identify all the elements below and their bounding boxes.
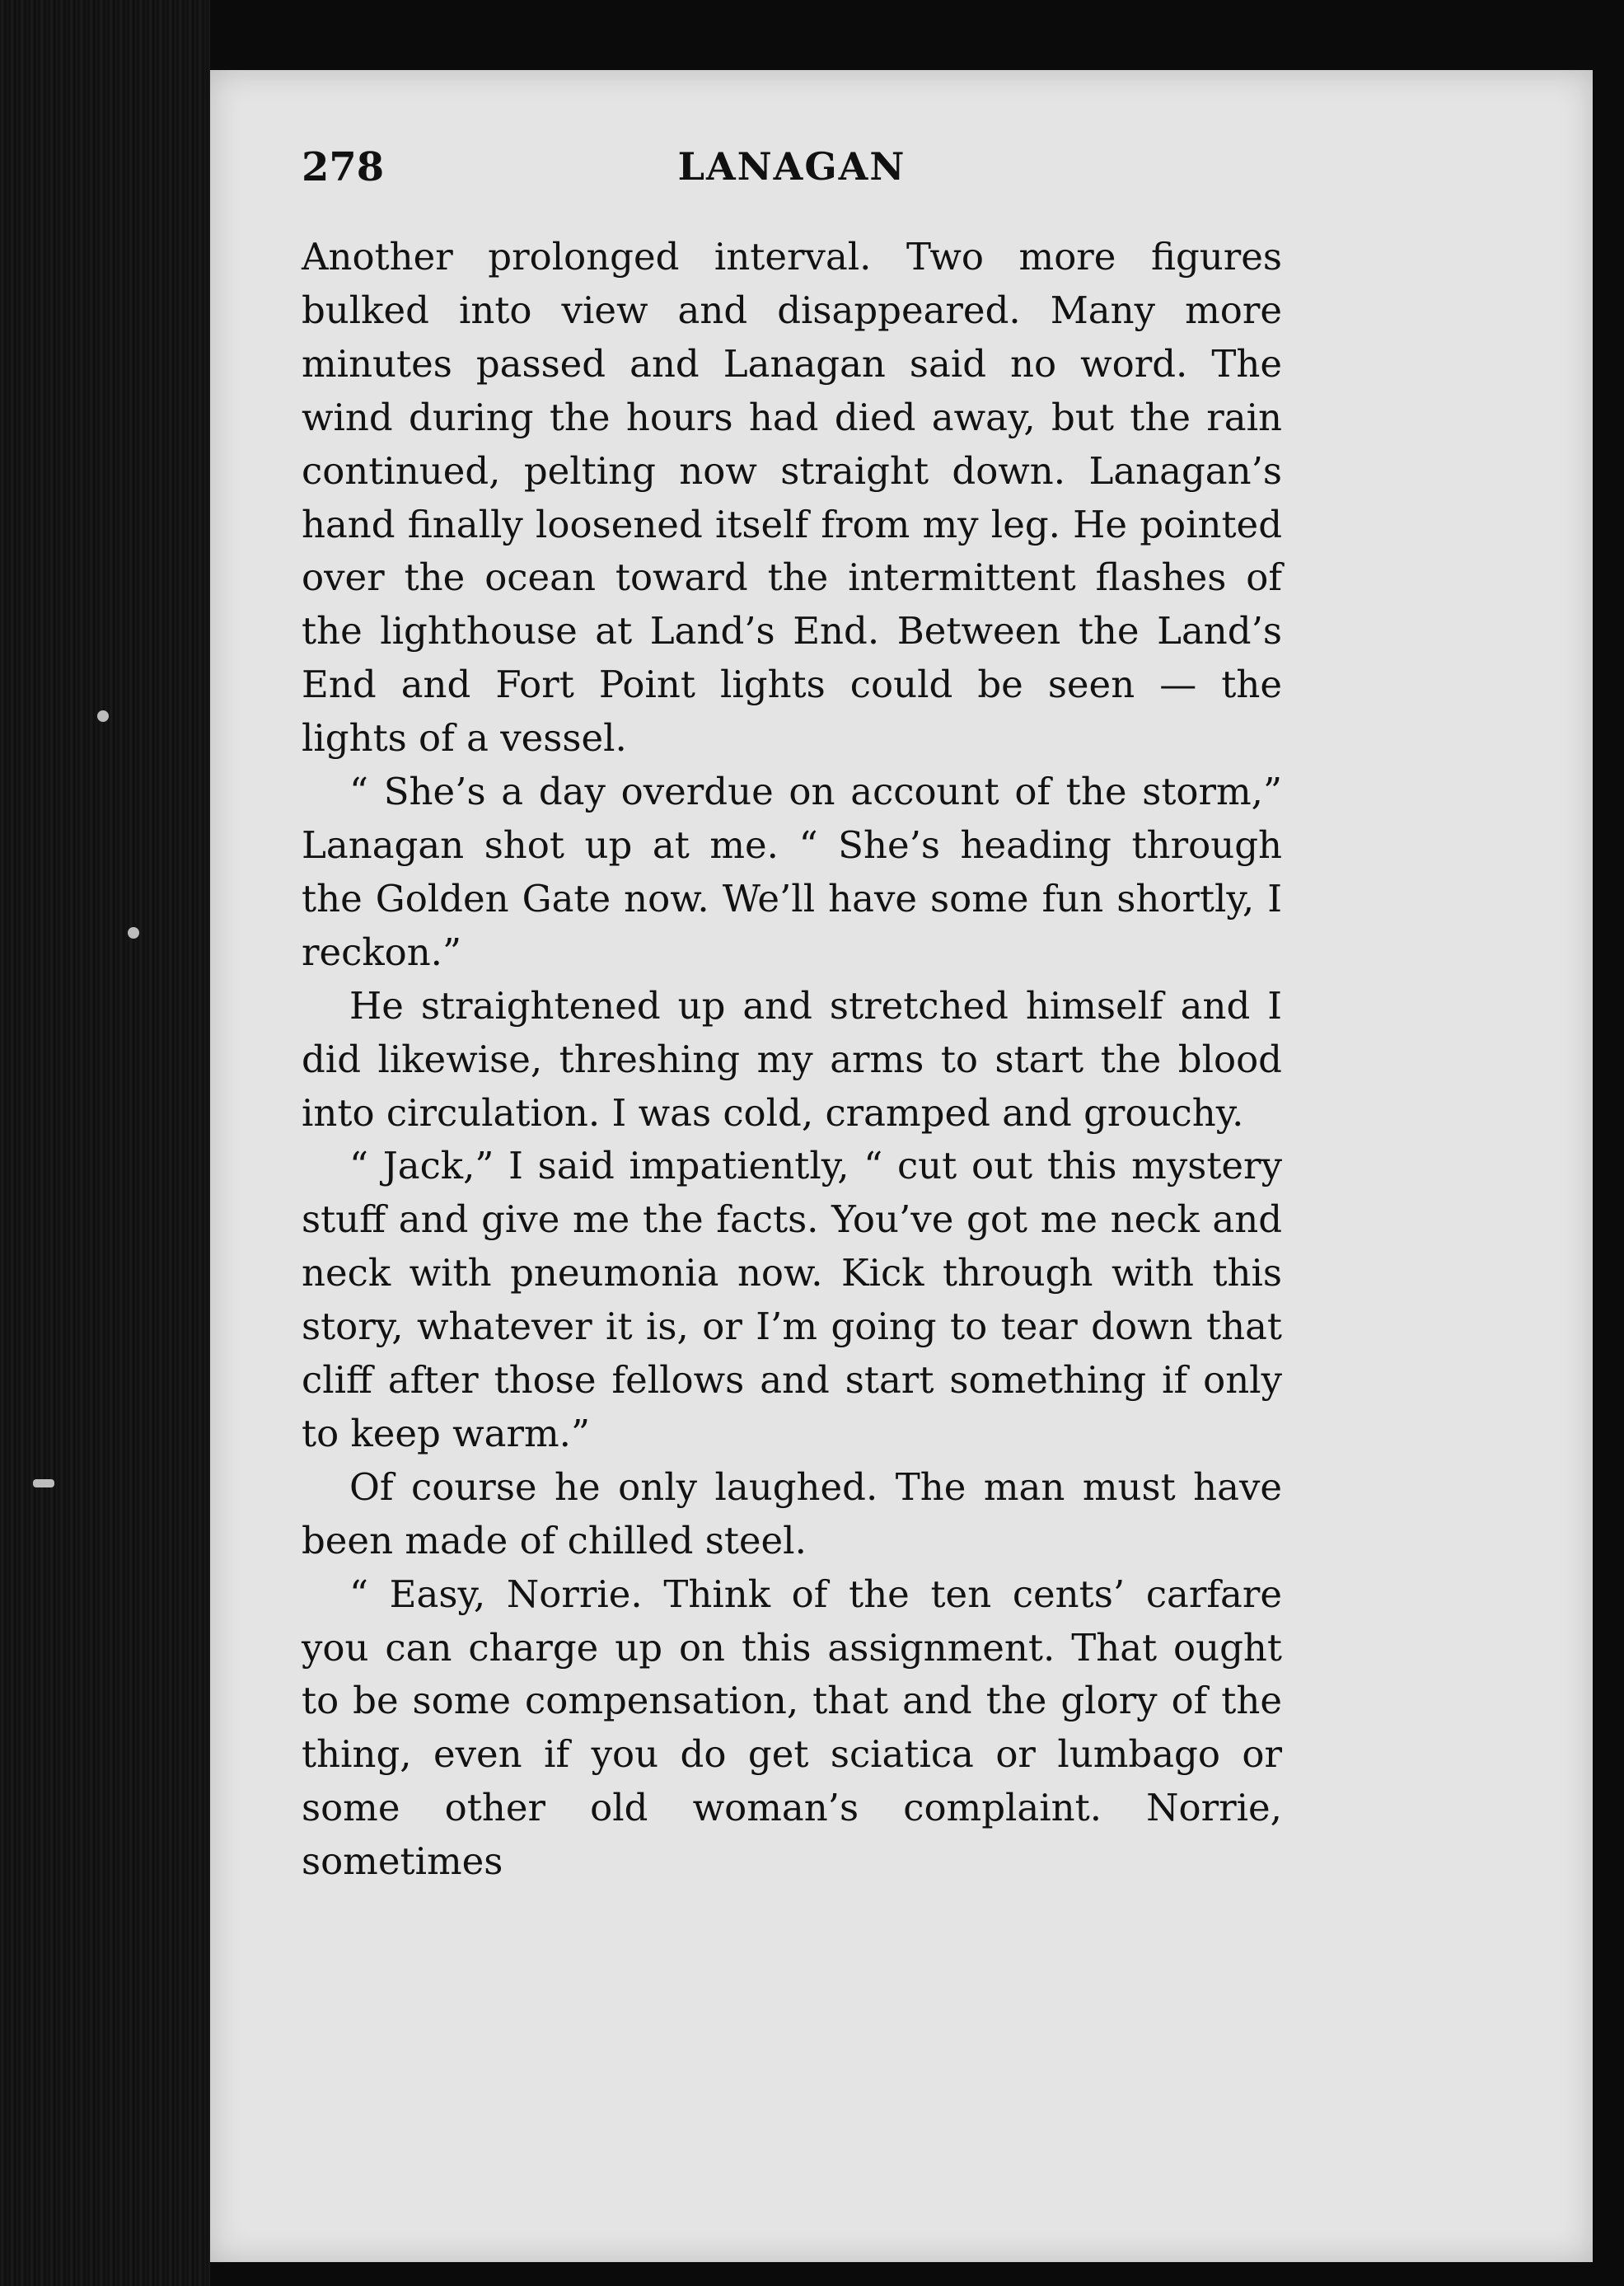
paragraph: “ Easy, Norrie. Think of the ten cents’ carfare you can charge up on this assignment. That ought to be some compensation, that and the glory of the thing, even if you do get sciatica or lumbago or some other old woman’s complaint. Norrie, sometimes <box>302 1572 1282 1884</box>
binding-speck <box>33 1479 54 1487</box>
body-text <box>302 231 1282 1889</box>
book-binding-edge <box>0 0 210 2286</box>
paragraph: Another prolonged interval. Two more figures bulked into view and disappeared. Many more minutes passed and Lanagan said no word. The wind during the hours had died away, but the rain continued, pelting now straight down. Lanagan’s hand finally loosened itself from my leg. He pointed over the ocean toward the intermittent flashes of the lighthouse at Land’s End. Between the Land’s End and Fort Point lights could be seen — the lights of a vessel. <box>302 235 1282 761</box>
paragraph: He straightened up and stretched himself and I did likewise, threshing my arms to start the blood into circulation. I was cold, cramped and grouchy. <box>302 983 1282 1135</box>
page-header <box>302 144 1282 210</box>
paragraph: Of course he only laughed. The man must have been made of chilled steel. <box>302 1464 1282 1562</box>
binding-speck <box>128 927 139 939</box>
paragraph: “ She’s a day overdue on account of the storm,” Lanagan shot up at me. “ She’s heading through the Golden Gate now. We’ll have some fun shortly, I reckon.” <box>302 770 1282 974</box>
paragraph: “ Jack,” I said impatiently, “ cut out this mystery stuff and give me the facts. You’ve got me neck and neck with pneumonia now. Kick through with this story, whatever it is, or I’m going to tear down that cliff after those fellows and start something if only to keep warm.” <box>302 1144 1282 1455</box>
page-number: 278 <box>302 144 385 190</box>
binding-speck <box>97 710 109 722</box>
running-title: LANAGAN <box>677 144 906 189</box>
